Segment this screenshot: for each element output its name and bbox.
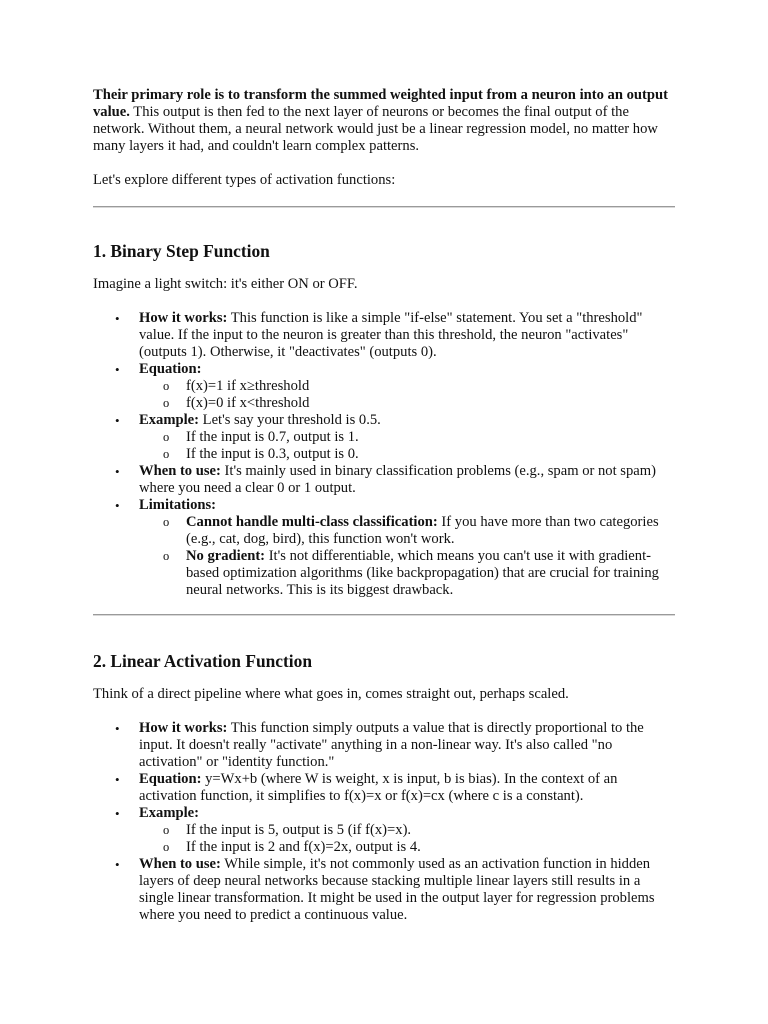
section-heading-linear-activation: 2. Linear Activation Function [93, 651, 313, 671]
bullet: • [115, 362, 120, 377]
list-item [93, 310, 677, 361]
example-text: If the input is 2 and f(x)=2x, output is 4. [186, 839, 421, 855]
bullet: • [115, 464, 120, 479]
list-item [93, 412, 677, 463]
sub-bullet: o [163, 515, 170, 529]
item-label: Equation: [139, 361, 202, 377]
sub-bullet: o [163, 447, 170, 461]
sub-list [139, 378, 677, 412]
list-item [93, 497, 677, 599]
item-label: Equation: [139, 771, 202, 787]
bullet: • [115, 413, 120, 428]
item-text: It's mainly used in binary classification problems (e.g., spam or not spam) where you need a clear 0 or 1 output. [139, 463, 656, 496]
intro-text: This output is then fed to the next layer of neurons or becomes the final output of the network. Without them, a neural network would just be a linear regression model, no matter how many layers it had, and couldn't learn complex patterns. [93, 104, 658, 154]
item-text: This function is like a simple "if-else" statement. You set a "threshold" value. If the input to the neuron is greater than this threshold, the neuron "activates" (outputs 1). Otherwise, it "deactivates" (outputs 0). [139, 310, 643, 360]
sub-bullet: o [163, 549, 170, 563]
example-text: If the input is 0.7, output is 1. [186, 429, 359, 445]
limitation-text: If you have more than two categories (e.g., cat, dog, bird), this function won't work. [186, 514, 659, 547]
sub-list [139, 514, 677, 599]
list-item [93, 463, 677, 497]
example-text: If the input is 5, output is 5 (if f(x)=x). [186, 822, 412, 838]
bullet: • [115, 721, 120, 736]
section-heading-binary-step: 1. Binary Step Function [93, 241, 270, 261]
explore-paragraph: Let's explore different types of activation functions: [93, 172, 396, 188]
sub-list-item [139, 822, 677, 839]
item-label: Limitations: [139, 497, 217, 513]
list-item [93, 361, 677, 412]
limitation-label: Cannot handle multi-class classification: [186, 514, 438, 530]
sub-bullet: o [163, 430, 170, 444]
item-text: This function simply outputs a value that is directly proportional to the input. It doesn't really "activate" anything in a non-linear way. It's also called "no activation" or "identity function." [139, 720, 644, 770]
sub-bullet: o [163, 840, 170, 854]
item-label: How it works: [139, 310, 228, 326]
list-item [93, 805, 677, 856]
bullet: • [115, 311, 120, 326]
limitation-text: It's not differentiable, which means you can't use it with gradient-based optimization algorithms (like backpropagation) that are crucial for training neural networks. This is its biggest drawback. [186, 548, 659, 598]
intro-paragraph [93, 87, 677, 155]
item-label: How it works: [139, 720, 228, 736]
section2-list [93, 720, 677, 924]
document-page [93, 87, 677, 924]
sub-list-item [139, 514, 677, 548]
equation-text: f(x)=1 if x≥threshold [186, 378, 310, 394]
sub-bullet: o [163, 396, 170, 410]
item-label: When to use: [139, 856, 221, 872]
sub-list-item [139, 446, 677, 463]
bullet: • [115, 772, 120, 787]
item-text: While simple, it's not commonly used as an activation function in hidden layers of deep neural networks because stacking multiple linear layers still results in a single linear transformation. It might be used in the output layer for regression problems where you need to predict a continuous value. [139, 856, 655, 923]
example-text: If the input is 0.3, output is 0. [186, 446, 359, 462]
section-lead: Imagine a light switch: it's either ON or OFF. [93, 276, 358, 292]
limitation-label: No gradient: [186, 548, 266, 564]
sub-bullet: o [163, 379, 170, 393]
bullet: • [115, 857, 120, 872]
divider [93, 206, 675, 208]
sub-list-item [139, 429, 677, 446]
sub-bullet: o [163, 823, 170, 837]
bullet: • [115, 498, 120, 513]
section-lead: Think of a direct pipeline where what goes in, comes straight out, perhaps scaled. [93, 686, 569, 702]
list-item [93, 720, 677, 771]
sub-list-item [139, 395, 677, 412]
sub-list-item [139, 378, 677, 395]
divider [93, 614, 675, 616]
intro-bold-text: Their primary role is to transform the summed weighted input from a neuron into an output value. [93, 87, 668, 120]
item-text: y=Wx+b (where W is weight, x is input, b is bias). In the context of an activation function, it simplifies to f(x)=x or f(x)=cx (where c is a constant). [139, 771, 618, 804]
sub-list-item [139, 839, 677, 856]
item-label: Example: [139, 412, 199, 428]
item-label: Example: [139, 805, 199, 821]
section1-list [93, 310, 677, 599]
list-item [93, 771, 677, 805]
bullet: • [115, 806, 120, 821]
item-label: When to use: [139, 463, 221, 479]
equation-text: f(x)=0 if x<threshold [186, 395, 310, 411]
list-item [93, 856, 677, 924]
item-text: Let's say your threshold is 0.5. [199, 412, 381, 428]
sub-list [139, 822, 677, 856]
sub-list-item [139, 548, 677, 599]
sub-list [139, 429, 677, 463]
